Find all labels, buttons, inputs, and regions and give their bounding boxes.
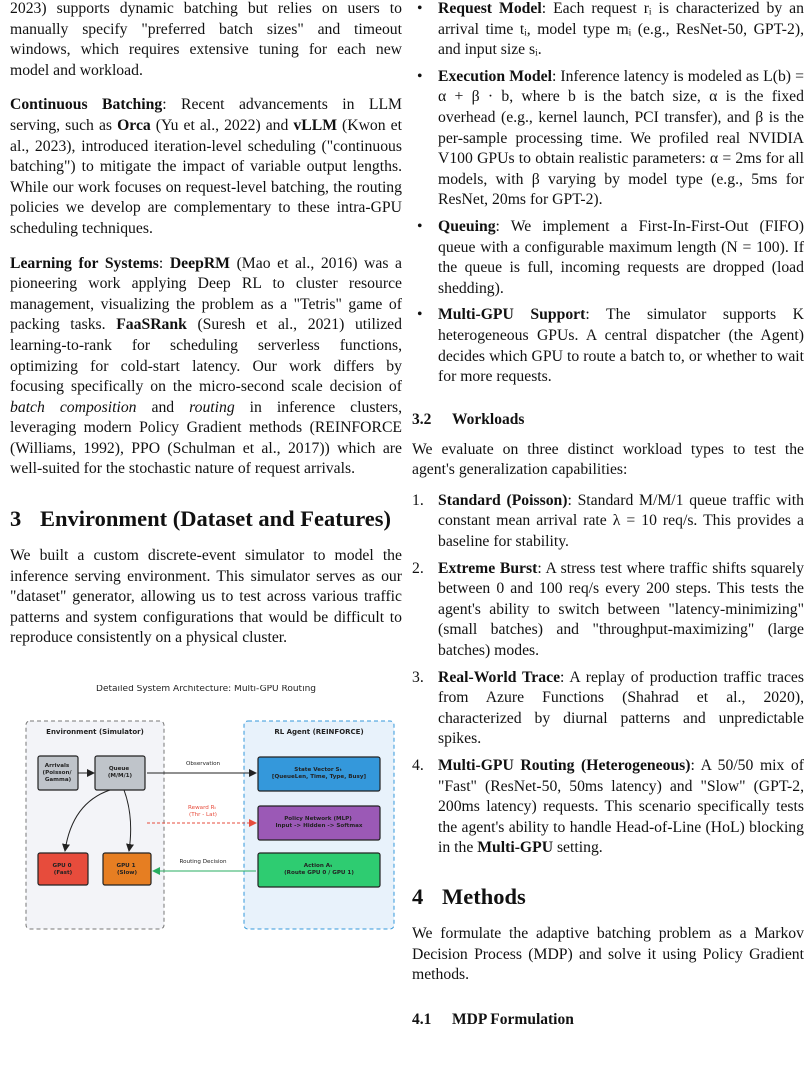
list-item [412, 0, 804, 61]
list-item [412, 668, 804, 750]
section-title: Methods [442, 883, 526, 909]
environment-title: Environment (Simulator) [46, 728, 144, 737]
figure-title: Detailed System Architecture: Multi-GPU Routing [96, 685, 316, 695]
queue-label: Queue (M/M/1) [107, 766, 133, 780]
routing-term: routing [189, 398, 235, 416]
section-number: 3.2 [412, 410, 432, 428]
workloads-list [412, 491, 804, 859]
item-text: : Inference latency is modeled as L(b) = α + β · b, where b is the batch size, α is the fixed overhead (e.g., kernel launch, PCI transfer), and β is the per-sample processing time. We profiled real NVIDIA V100 GPUs to obtain realistic parameters: α = 2ms for all models, with β varying by model type (e.g., 5ms for ResNet, 20ms for GPT-2). [438, 67, 804, 209]
list-item [412, 756, 804, 859]
right-column [412, 0, 804, 1040]
item-text: : Standard M/M/1 queue traffic with constant mean arrival rate λ = 10 req/s. This provides a baseline for stability. [438, 491, 804, 551]
text-run: (Mao et al., 2016) was a pioneering work applying Deep RL to cluster resource management, visualizing the problem as a "Tetris" game of packing tasks. [10, 254, 402, 334]
text-run: (Kwon et al., 2023), introduced iteration-level scheduling ("continuous batching") to mitigate the impact of variable output lengths. While our work focuses on request-level batching, the routing policies we develop are complementary to these intra-GPU scheduling techniques. [10, 116, 402, 237]
section-number: 3 [10, 506, 22, 532]
section-title: Environment (Dataset and Features) [40, 506, 392, 532]
section-4-heading [412, 883, 804, 910]
bullet-marker: • [417, 306, 423, 324]
architecture-figure [10, 685, 402, 950]
item-heading: Execution Model [438, 67, 552, 85]
item-heading: Request Model [438, 0, 542, 17]
list-item [412, 217, 804, 299]
item-number: 2. [412, 559, 424, 577]
bullet-marker: • [417, 0, 423, 17]
section-3-2-heading [412, 410, 804, 430]
item-heading: Real-World Trace [438, 668, 561, 686]
reward-label: Reward Rₜ (Thr - Lat) [188, 805, 217, 819]
item-heading: Standard (Poisson) [438, 491, 568, 509]
gpu-1-label: GPU 1 (Slow) [116, 863, 138, 877]
section-4-paragraph: We formulate the adaptive batching problem as a Markov Decision Process (MDP) and solve it using Policy Gradient methods. [412, 924, 804, 984]
item-text: : Each request rᵢ is characterized by an arrival time tᵢ, model type mᵢ (e.g., ResNet-50, GPT-2), and input size sᵢ. [438, 0, 804, 59]
learning-for-systems-paragraph [10, 254, 402, 481]
agent-title: RL Agent (REINFORCE) [274, 728, 364, 737]
policy-network-label: Policy Network (MLP) Input -> Hidden -> Softmax [275, 816, 363, 830]
batch-composition-term: batch composition [10, 398, 137, 416]
item-text-tail: setting. [553, 839, 603, 857]
item-heading: Multi-GPU Routing (Heterogeneous) [438, 757, 691, 774]
item-heading: Extreme Burst [438, 559, 538, 577]
faasrank-term: FaaSRank [116, 316, 187, 334]
item-text: : A replay of production traffic traces from Azure Functions (Shahrad et al., 2020), characterized by diurnal patterns and unpredictable spikes. [438, 668, 804, 748]
list-item [412, 67, 804, 211]
text-run: : [158, 254, 170, 272]
workloads-intro: We evaluate on three distinct workload types to test the agent's generalization capabilities: [412, 440, 804, 479]
gpu-1-node [103, 853, 151, 885]
item-text: : A stress test where traffic shifts squarely between 0 and 100 req/s every 200 steps. This tests the agent's ability to switch between "latency-minimizing" (small batches) and "throughput-maximizing" (large batches) modes. [438, 559, 805, 660]
item-number: 1. [412, 491, 424, 509]
bullet-marker: • [417, 217, 423, 235]
item-number: 3. [412, 668, 424, 686]
gpu-0-label: GPU 0 (Fast) [52, 863, 73, 877]
related-work-paragraph: 2023) supports dynamic batching but relies on users to manually specify "preferred batch sizes" and timeout windows, which requires extensive tuning for each new model and workload. [10, 0, 402, 79]
observation-label: Observation [185, 761, 221, 768]
arrivals-label: Arrivals (Poisson/ Gamma) [42, 763, 72, 784]
continuous-batching-heading: Continuous Batching [10, 96, 163, 114]
section-title: MDP Formulation [452, 1010, 574, 1028]
routing-decision-label: Routing Decision [179, 859, 227, 866]
text-run: (Suresh et al., 2021) utilized learning-to-rank for scheduling serverless functions, optimizing for cold-start latency. Our work differs by focusing specifically on the micro-second scale decision of [10, 316, 402, 396]
section-number: 4.1 [412, 1010, 432, 1028]
list-item [412, 305, 804, 387]
architecture-diagram [10, 685, 402, 945]
item-heading: Multi-GPU Support [438, 306, 586, 324]
section-3-heading [10, 505, 402, 532]
action-label: Action Aₜ (Route GPU 0 / GPU 1) [284, 863, 354, 877]
item-text: : The simulator supports K heterogeneous GPUs. A central dispatcher (the Agent) decides which GPU to route a batch to, or whether to wait for more requests. [438, 306, 805, 386]
multi-gpu-term: Multi-GPU [477, 839, 554, 857]
list-item [412, 559, 804, 662]
simulator-features-list [412, 0, 804, 388]
section-4-1-heading [412, 1010, 804, 1030]
section-number: 4 [412, 883, 424, 909]
bullet-marker: • [417, 67, 423, 85]
text-run: (Yu et al., 2022) and [150, 116, 294, 134]
item-heading: Queuing [438, 217, 496, 235]
gpu-0-node [38, 853, 88, 885]
text-run: in inference clusters, leveraging modern Policy Gradient methods (REINFORCE (Williams, 1992), PPO (Schulman et al., 2017)) which are well-suited for the stochastic nature of request arrivals. [10, 398, 402, 478]
section-3-paragraph: We built a custom discrete-event simulator to model the inference serving environment. This simulator serves as our "dataset" generator, allowing us to test across various traffic patterns and system configurations that would be difficult to reproduce consistently on a physical cluster. [10, 547, 402, 647]
state-vector-label: State Vector Sₜ [QueueLen, Time, Type, Busy] [271, 767, 367, 781]
learning-for-systems-heading: Learning for Systems [10, 254, 159, 272]
section-title: Workloads [452, 410, 525, 428]
environment-box [26, 721, 164, 929]
vllm-term: vLLM [293, 116, 337, 134]
deeprm-term: DeepRM [169, 254, 230, 272]
continuous-batching-paragraph [10, 95, 402, 239]
item-number: 4. [412, 757, 424, 774]
list-item [412, 491, 804, 553]
text-run: : Recent advancements in LLM serving, such as [10, 96, 402, 134]
item-text: : We implement a First-In-First-Out (FIFO) queue with a configurable maximum length (N = 100). If the queue is full, incoming requests are dropped (load shedding). [438, 217, 804, 297]
left-column [10, 0, 402, 950]
item-text: : A 50/50 mix of "Fast" (ResNet-50, 50ms latency) and "Slow" (GPT-2, 200ms latency) requests. This scenario specifically tests the agent's ability to handle Head-of-Line (HoL) blocking in the [438, 757, 804, 857]
orca-term: Orca [117, 116, 151, 134]
text-run: and [136, 398, 190, 416]
